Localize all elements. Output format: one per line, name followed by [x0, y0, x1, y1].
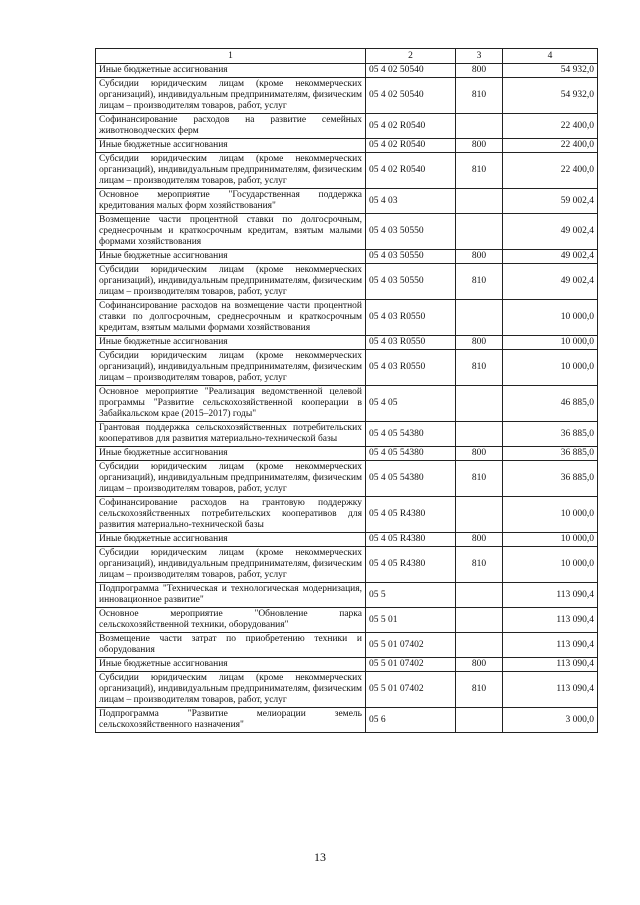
table-row	[96, 64, 598, 78]
row-sum-cell: 113 090,4	[503, 672, 598, 708]
row-code-cell: 05 4 05 54380	[366, 422, 456, 447]
row-type-cell	[456, 300, 503, 336]
table-row	[96, 608, 598, 633]
row-code-cell: 05 5 01	[366, 608, 456, 633]
row-code-cell: 05 4 02 50540	[366, 78, 456, 114]
row-name-cell: Субсидии юридическим лицам (кроме некоммерческих организаций), индивидуальным предпринимателям, физическим лицам – производителям товаров, работ, услуг	[96, 461, 366, 497]
table-row	[96, 633, 598, 658]
row-type-cell: 800	[456, 447, 503, 461]
row-code-cell: 05 5 01 07402	[366, 633, 456, 658]
row-type-cell: 810	[456, 153, 503, 189]
row-sum-cell: 46 885,0	[503, 386, 598, 422]
row-name-cell: Субсидии юридическим лицам (кроме некоммерческих организаций), индивидуальным предпринимателям, физическим лицам – производителям товаров, работ, услуг	[96, 350, 366, 386]
table-row	[96, 658, 598, 672]
row-type-cell: 800	[456, 533, 503, 547]
row-code-cell: 05 4 05 R4380	[366, 533, 456, 547]
header-col-2: 2	[366, 49, 456, 64]
row-sum-cell: 10 000,0	[503, 300, 598, 336]
row-code-cell: 05 4 02 R0540	[366, 139, 456, 153]
row-type-cell	[456, 386, 503, 422]
row-type-cell	[456, 114, 503, 139]
row-name-cell: Основное мероприятие "Государственная поддержка кредитования малых форм хозяйствования"	[96, 189, 366, 214]
table-row	[96, 547, 598, 583]
row-name-cell: Иные бюджетные ассигнования	[96, 336, 366, 350]
header-col-4: 4	[503, 49, 598, 64]
row-type-cell	[456, 608, 503, 633]
row-name-cell: Основное мероприятие "Реализация ведомственной целевой программы "Развитие сельскохозяйственной кооперации в Забайкальском крае (2015–2017) годы"	[96, 386, 366, 422]
row-code-cell: 05 4 05 R4380	[366, 547, 456, 583]
table-row	[96, 583, 598, 608]
row-type-cell: 810	[456, 78, 503, 114]
row-sum-cell: 22 400,0	[503, 153, 598, 189]
row-type-cell	[456, 422, 503, 447]
row-name-cell: Возмещение части затрат по приобретению техники и оборудования	[96, 633, 366, 658]
row-code-cell: 05 4 02 R0540	[366, 153, 456, 189]
table-row	[96, 708, 598, 733]
row-name-cell: Грантовая поддержка сельскохозяйственных потребительских кооперативов для развития материально-технической базы	[96, 422, 366, 447]
row-code-cell: 05 4 03 R0550	[366, 336, 456, 350]
row-type-cell	[456, 214, 503, 250]
table-row	[96, 214, 598, 250]
row-sum-cell: 59 002,4	[503, 189, 598, 214]
budget-table	[95, 48, 598, 733]
row-name-cell: Софинансирование расходов на развитие семейных животноводческих ферм	[96, 114, 366, 139]
row-sum-cell: 113 090,4	[503, 608, 598, 633]
row-sum-cell: 36 885,0	[503, 461, 598, 497]
table-row	[96, 350, 598, 386]
row-sum-cell: 113 090,4	[503, 583, 598, 608]
row-sum-cell: 3 000,0	[503, 708, 598, 733]
table-row	[96, 153, 598, 189]
row-type-cell: 800	[456, 658, 503, 672]
row-type-cell	[456, 189, 503, 214]
row-code-cell: 05 4 03 50550	[366, 214, 456, 250]
table-body	[96, 64, 598, 733]
row-code-cell: 05 4 05 54380	[366, 461, 456, 497]
row-type-cell: 810	[456, 461, 503, 497]
row-name-cell: Субсидии юридическим лицам (кроме некоммерческих организаций), индивидуальным предпринимателям, физическим лицам – производителям товаров, работ, услуг	[96, 153, 366, 189]
row-type-cell: 810	[456, 672, 503, 708]
document-page	[95, 48, 597, 733]
row-type-cell: 810	[456, 350, 503, 386]
row-name-cell: Иные бюджетные ассигнования	[96, 250, 366, 264]
table-row	[96, 336, 598, 350]
table-row	[96, 447, 598, 461]
table-row	[96, 497, 598, 533]
row-sum-cell: 10 000,0	[503, 336, 598, 350]
row-name-cell: Софинансирование расходов на возмещение части процентной ставки по долгосрочным, среднесрочным и краткосрочным кредитам, взятым малыми формами хозяйствования	[96, 300, 366, 336]
row-code-cell: 05 4 02 R0540	[366, 114, 456, 139]
row-type-cell: 800	[456, 139, 503, 153]
table-row	[96, 78, 598, 114]
row-code-cell: 05 4 03 R0550	[366, 300, 456, 336]
table-row	[96, 386, 598, 422]
row-sum-cell: 113 090,4	[503, 658, 598, 672]
row-name-cell: Иные бюджетные ассигнования	[96, 64, 366, 78]
table-row	[96, 533, 598, 547]
row-type-cell: 800	[456, 250, 503, 264]
row-code-cell: 05 4 05	[366, 386, 456, 422]
row-code-cell: 05 4 02 50540	[366, 64, 456, 78]
row-sum-cell: 22 400,0	[503, 114, 598, 139]
header-col-1: 1	[96, 49, 366, 64]
row-name-cell: Субсидии юридическим лицам (кроме некоммерческих организаций), индивидуальным предпринимателям, физическим лицам – производителям товаров, работ, услуг	[96, 78, 366, 114]
row-name-cell: Субсидии юридическим лицам (кроме некоммерческих организаций), индивидуальным предпринимателям, физическим лицам – производителям товаров, работ, услуг	[96, 547, 366, 583]
table-row	[96, 189, 598, 214]
row-type-cell	[456, 497, 503, 533]
row-sum-cell: 10 000,0	[503, 497, 598, 533]
row-code-cell: 05 5	[366, 583, 456, 608]
table-row	[96, 422, 598, 447]
row-name-cell: Иные бюджетные ассигнования	[96, 447, 366, 461]
row-name-cell: Субсидии юридическим лицам (кроме некоммерческих организаций), индивидуальным предпринимателям, физическим лицам – производителям товаров, работ, услуг	[96, 264, 366, 300]
row-name-cell: Иные бюджетные ассигнования	[96, 533, 366, 547]
row-name-cell: Иные бюджетные ассигнования	[96, 139, 366, 153]
table-row	[96, 264, 598, 300]
row-code-cell: 05 5 01 07402	[366, 672, 456, 708]
row-sum-cell: 113 090,4	[503, 633, 598, 658]
row-sum-cell: 10 000,0	[503, 350, 598, 386]
table-row	[96, 139, 598, 153]
row-type-cell: 800	[456, 336, 503, 350]
row-type-cell: 800	[456, 64, 503, 78]
table-header-row	[96, 49, 598, 64]
row-code-cell: 05 6	[366, 708, 456, 733]
row-name-cell: Возмещение части процентной ставки по долгосрочным, среднесрочным и краткосрочным кредитам, взятым малыми формами хозяйствования	[96, 214, 366, 250]
row-name-cell: Подпрограмма "Развитие мелиорации земель сельскохозяйственного назначения"	[96, 708, 366, 733]
row-code-cell: 05 5 01 07402	[366, 658, 456, 672]
row-code-cell: 05 4 03 50550	[366, 264, 456, 300]
row-sum-cell: 22 400,0	[503, 139, 598, 153]
row-sum-cell: 49 002,4	[503, 214, 598, 250]
row-sum-cell: 54 932,0	[503, 78, 598, 114]
row-sum-cell: 10 000,0	[503, 533, 598, 547]
row-sum-cell: 10 000,0	[503, 547, 598, 583]
table-row	[96, 114, 598, 139]
row-sum-cell: 54 932,0	[503, 64, 598, 78]
row-sum-cell: 49 002,4	[503, 264, 598, 300]
row-code-cell: 05 4 05 R4380	[366, 497, 456, 533]
row-sum-cell: 36 885,0	[503, 422, 598, 447]
row-type-cell	[456, 583, 503, 608]
table-row	[96, 461, 598, 497]
table-row	[96, 250, 598, 264]
row-sum-cell: 36 885,0	[503, 447, 598, 461]
row-sum-cell: 49 002,4	[503, 250, 598, 264]
row-type-cell: 810	[456, 547, 503, 583]
row-code-cell: 05 4 05 54380	[366, 447, 456, 461]
table-row	[96, 300, 598, 336]
header-col-3: 3	[456, 49, 503, 64]
table-row	[96, 672, 598, 708]
row-name-cell: Подпрограмма "Техническая и технологическая модернизация, инновационное развитие"	[96, 583, 366, 608]
row-code-cell: 05 4 03 50550	[366, 250, 456, 264]
row-type-cell	[456, 708, 503, 733]
row-type-cell	[456, 633, 503, 658]
row-type-cell: 810	[456, 264, 503, 300]
row-code-cell: 05 4 03	[366, 189, 456, 214]
row-name-cell: Иные бюджетные ассигнования	[96, 658, 366, 672]
row-name-cell: Основное мероприятие "Обновление парка сельскохозяйственной техники, оборудования"	[96, 608, 366, 633]
row-name-cell: Субсидии юридическим лицам (кроме некоммерческих организаций), индивидуальным предпринимателям, физическим лицам – производителям товаров, работ, услуг	[96, 672, 366, 708]
row-code-cell: 05 4 03 R0550	[366, 350, 456, 386]
page-number: 13	[314, 850, 326, 864]
row-name-cell: Софинансирование расходов на грантовую поддержку сельскохозяйственных потребительских кооперативов для развития материально-технической базы	[96, 497, 366, 533]
